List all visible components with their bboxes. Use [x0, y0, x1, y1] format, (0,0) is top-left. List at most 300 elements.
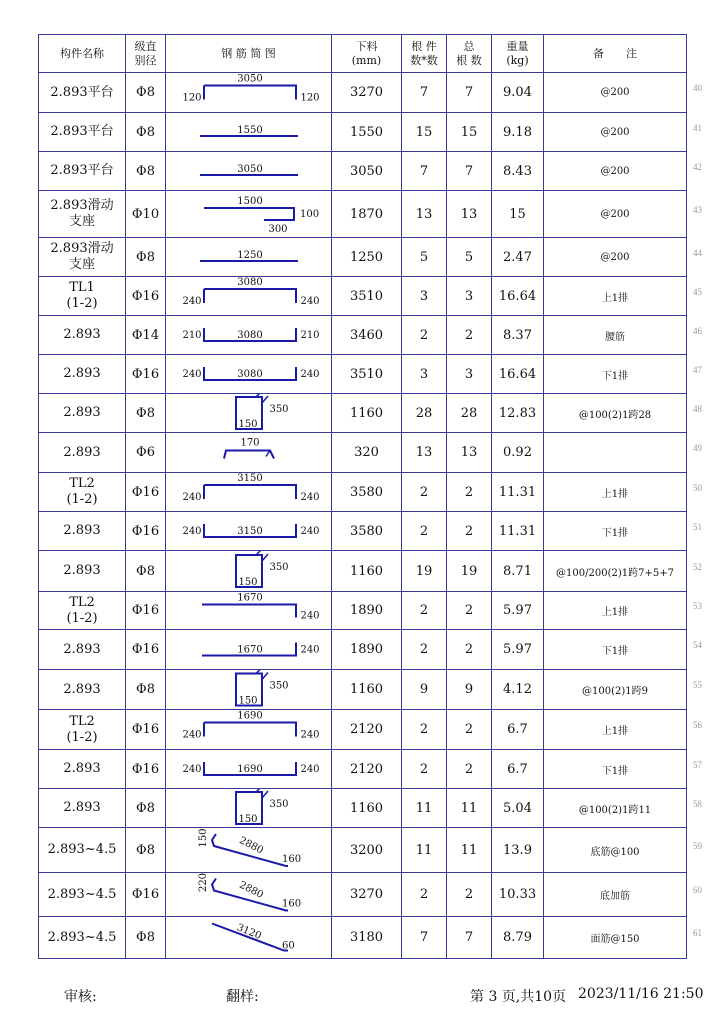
cut-length-cell: 1160: [332, 394, 402, 433]
table-row: [39, 191, 687, 238]
table-row: [39, 152, 687, 191]
hook-label-bottom: 300: [268, 224, 288, 235]
cut-length-cell: 3510: [332, 277, 402, 316]
header-name: 构件名称: [39, 35, 126, 73]
stirrup-width-label: 150: [238, 419, 258, 430]
shape-cell: [166, 828, 332, 873]
length-label: 3080: [237, 330, 263, 341]
weight-cell: 5.04: [492, 789, 544, 828]
rebar-diagram: [166, 789, 332, 827]
rebar-diagram: [166, 473, 332, 511]
count-cell: 3: [402, 277, 447, 316]
hook-label-right: 160: [282, 854, 302, 865]
note-cell: 腰筋: [544, 316, 687, 355]
weight-cell: 11.31: [492, 512, 544, 551]
shape-cell: [166, 73, 332, 113]
rebar-grade-cell: Φ8: [126, 789, 166, 828]
hook-label-left: 120: [182, 92, 202, 104]
note-cell: 下1排: [544, 630, 687, 670]
shape-cell: [166, 316, 332, 355]
hook-label-left: 210: [182, 330, 202, 341]
part-name-cell: TL1 (1-2): [39, 277, 126, 316]
table-row: [39, 551, 687, 592]
shape-cell: [166, 512, 332, 551]
weight-cell: 4.12: [492, 670, 544, 710]
rebar-diagram: [166, 917, 332, 958]
rebar-diagram: [166, 191, 332, 237]
weight-cell: 8.43: [492, 152, 544, 191]
cut-length-cell: 320: [332, 433, 402, 473]
table-row: [39, 316, 687, 355]
count-cell: 9: [402, 670, 447, 710]
rebar-grade-cell: Φ8: [126, 238, 166, 277]
hook-label-left: 240: [182, 492, 202, 503]
length-label: 1670: [237, 592, 263, 604]
note-cell: 下1排: [544, 750, 687, 789]
count-cell: 28: [402, 394, 447, 433]
rebar-diagram: [166, 238, 332, 276]
count-cell: 15: [402, 113, 447, 152]
total-count-cell: 3: [447, 355, 492, 394]
part-name-cell: TL2 (1-2): [39, 473, 126, 512]
note-cell: 面筋@150: [544, 917, 687, 959]
note-cell: @200: [544, 191, 687, 238]
note-cell: 底加筋: [544, 873, 687, 917]
length-label: 1690: [237, 764, 263, 775]
shape-cell: [166, 873, 332, 917]
table-body: [39, 73, 687, 959]
length-label: 3150: [237, 473, 263, 484]
note-cell: 上1排: [544, 592, 687, 630]
part-name-cell: 2.893: [39, 316, 126, 355]
part-name-cell: 2.893: [39, 630, 126, 670]
rebar-diagram: [166, 630, 332, 669]
table-row: [39, 394, 687, 433]
cut-length-cell: 2120: [332, 710, 402, 750]
rebar-grade-cell: Φ8: [126, 917, 166, 959]
total-count-cell: 2: [447, 512, 492, 551]
count-cell: 13: [402, 433, 447, 473]
table-row: [39, 277, 687, 316]
note-cell: @200: [544, 152, 687, 191]
shape-cell: [166, 113, 332, 152]
weight-cell: 9.04: [492, 73, 544, 113]
row-number: 45: [693, 286, 702, 297]
hook-label-right: 240: [300, 296, 320, 307]
rebar-grade-cell: Φ8: [126, 828, 166, 873]
header-shape: 钢 筋 简 图: [166, 35, 332, 73]
total-count-cell: 19: [447, 551, 492, 592]
print-datetime: 2023/11/16 21:50: [578, 986, 704, 1002]
hook-label-left: 240: [182, 526, 202, 537]
hook-label-right: 240: [300, 369, 320, 380]
shape-cell: [166, 670, 332, 710]
shape-cell: [166, 277, 332, 316]
shape-cell: [166, 355, 332, 394]
rebar-table: [38, 34, 687, 959]
rebar-grade-cell: Φ16: [126, 473, 166, 512]
rebar-shape: [204, 86, 296, 100]
rebar-diagram: [166, 670, 332, 709]
note-cell: @200: [544, 73, 687, 113]
total-count-cell: 2: [447, 630, 492, 670]
weight-cell: 15: [492, 191, 544, 238]
part-name-cell: 2.893平台: [39, 113, 126, 152]
row-number: 50: [693, 482, 702, 493]
part-name-cell: 2.893: [39, 670, 126, 710]
cut-length-cell: 1870: [332, 191, 402, 238]
rebar-diagram: [166, 710, 332, 749]
rebar-diagram: [166, 750, 332, 788]
table-row: [39, 238, 687, 277]
row-number: 53: [693, 601, 702, 611]
row-number: 58: [693, 798, 702, 809]
hook-label-right: 60: [282, 940, 295, 952]
note-cell: 上1排: [544, 277, 687, 316]
cut-length-cell: 1160: [332, 789, 402, 828]
hook-label-left: 240: [182, 729, 202, 741]
row-number: 43: [693, 204, 702, 215]
length-label: 1670: [237, 644, 263, 656]
cut-length-cell: 1160: [332, 551, 402, 592]
rebar-diagram: [166, 73, 332, 112]
total-count-cell: 2: [447, 710, 492, 750]
row-number: 59: [693, 840, 702, 851]
shape-cell: [166, 152, 332, 191]
count-cell: 3: [402, 355, 447, 394]
cut-length-cell: 3270: [332, 873, 402, 917]
weight-cell: 0.92: [492, 433, 544, 473]
rebar-diagram: [166, 592, 332, 629]
cut-length-cell: 3460: [332, 316, 402, 355]
hook-label-right: 240: [300, 492, 320, 503]
length-label: 3080: [237, 277, 263, 288]
cut-length-cell: 1160: [332, 670, 402, 710]
hook-label-right: 240: [300, 764, 320, 775]
row-number: 54: [693, 640, 702, 650]
cut-length-cell: 2120: [332, 750, 402, 789]
length-label: 170: [240, 437, 260, 449]
shape-cell: [166, 592, 332, 630]
rebar-grade-cell: Φ8: [126, 551, 166, 592]
row-number: 51: [693, 521, 702, 532]
count-cell: 7: [402, 917, 447, 959]
header-note: 备 注: [544, 35, 687, 73]
stirrup-width-label: 150: [238, 695, 258, 707]
total-count-cell: 3: [447, 277, 492, 316]
shape-cell: [166, 750, 332, 789]
note-cell: @100(2)1跨11: [544, 789, 687, 828]
hook-label-right: 210: [300, 330, 320, 341]
part-name-cell: 2.893~4.5: [39, 873, 126, 917]
table-row: [39, 710, 687, 750]
total-count-cell: 5: [447, 238, 492, 277]
total-count-cell: 2: [447, 750, 492, 789]
rebar-shape: [204, 723, 296, 737]
table-row: [39, 355, 687, 394]
total-count-cell: 11: [447, 789, 492, 828]
part-name-cell: 2.893~4.5: [39, 917, 126, 959]
hook-label-left: 240: [182, 296, 202, 307]
note-cell: @200: [544, 238, 687, 277]
rebar-grade-cell: Φ14: [126, 316, 166, 355]
shape-cell: [166, 394, 332, 433]
cut-length-cell: 1890: [332, 630, 402, 670]
cut-length-cell: 3580: [332, 512, 402, 551]
note-cell: 下1排: [544, 355, 687, 394]
hook-label-right: 100: [300, 209, 320, 220]
total-count-cell: 7: [447, 917, 492, 959]
page-footer: [0, 986, 724, 1006]
part-name-cell: TL2 (1-2): [39, 710, 126, 750]
row-number: 52: [693, 561, 702, 572]
cut-length-cell: 1550: [332, 113, 402, 152]
length-label: 1500: [237, 196, 263, 207]
shape-cell: [166, 433, 332, 473]
row-number: 57: [693, 759, 702, 770]
rebar-grade-cell: Φ8: [126, 73, 166, 113]
count-cell: 5: [402, 238, 447, 277]
shape-cell: [166, 551, 332, 592]
stirrup-height-label: 350: [269, 799, 289, 810]
part-name-cell: 2.893平台: [39, 152, 126, 191]
stirrup-height-label: 350: [269, 404, 289, 415]
count-cell: 7: [402, 73, 447, 113]
rebar-diagram: [166, 316, 332, 354]
rebar-grade-cell: Φ16: [126, 355, 166, 394]
rebar-grade-cell: Φ16: [126, 512, 166, 551]
part-name-cell: 2.893: [39, 789, 126, 828]
weight-cell: 16.64: [492, 355, 544, 394]
part-name-cell: 2.893滑动 支座: [39, 191, 126, 238]
row-number: 41: [693, 122, 702, 133]
table-row: [39, 512, 687, 551]
hook-label-left: 240: [182, 764, 202, 775]
note-cell: 底筋@100: [544, 828, 687, 873]
header-cut-length: 下料 (mm): [332, 35, 402, 73]
rebar-grade-cell: Φ8: [126, 152, 166, 191]
weight-cell: 9.18: [492, 113, 544, 152]
copy-label: 翻样:: [226, 989, 259, 1005]
part-name-cell: 2.893: [39, 355, 126, 394]
shape-cell: [166, 191, 332, 238]
length-label: 3050: [237, 73, 263, 85]
length-label: 3150: [237, 526, 263, 537]
row-number: 55: [693, 680, 702, 690]
rebar-diagram: [166, 394, 332, 432]
shape-cell: [166, 473, 332, 512]
total-count-cell: 28: [447, 394, 492, 433]
rebar-grade-cell: Φ6: [126, 433, 166, 473]
note-cell: @100/200(2)1跨7+5+7: [544, 551, 687, 592]
count-cell: 2: [402, 592, 447, 630]
table-row: [39, 789, 687, 828]
table-row: [39, 73, 687, 113]
rebar-grade-cell: Φ16: [126, 630, 166, 670]
rebar-shape: [204, 208, 294, 220]
rebar-diagram: [166, 355, 332, 393]
row-number: 46: [693, 325, 702, 336]
cut-length-cell: 1250: [332, 238, 402, 277]
part-name-cell: 2.893滑动 支座: [39, 238, 126, 277]
rebar-grade-cell: Φ16: [126, 592, 166, 630]
length-label: 1250: [237, 250, 263, 261]
weight-cell: 10.33: [492, 873, 544, 917]
note-cell: 下1排: [544, 512, 687, 551]
count-cell: 2: [402, 316, 447, 355]
rebar-grade-cell: Φ16: [126, 750, 166, 789]
total-count-cell: 13: [447, 433, 492, 473]
weight-cell: 5.97: [492, 630, 544, 670]
rebar-diagram: [166, 277, 332, 315]
hook-label-left: 220: [198, 873, 209, 893]
shape-cell: [166, 238, 332, 277]
rebar-grade-cell: Φ16: [126, 710, 166, 750]
hook-label-left: 150: [198, 828, 209, 848]
shape-cell: [166, 917, 332, 959]
page-number: 第 3 页,共10页: [470, 989, 567, 1005]
table-row: [39, 113, 687, 152]
table-row: [39, 473, 687, 512]
rebar-diagram: [166, 433, 332, 472]
count-cell: 7: [402, 152, 447, 191]
row-number: 47: [693, 364, 702, 375]
cut-length-cell: 3510: [332, 355, 402, 394]
rebar-diagram: [166, 828, 332, 872]
total-count-cell: 13: [447, 191, 492, 238]
weight-cell: 11.31: [492, 473, 544, 512]
table-row: [39, 433, 687, 473]
total-count-cell: 7: [447, 152, 492, 191]
table-row: [39, 873, 687, 917]
rebar-diagram: [166, 512, 332, 550]
length-label: 2880: [237, 879, 265, 901]
count-cell: 11: [402, 828, 447, 873]
cut-length-cell: 3180: [332, 917, 402, 959]
length-label: 3120: [235, 922, 263, 943]
total-count-cell: 2: [447, 316, 492, 355]
part-name-cell: 2.893: [39, 750, 126, 789]
rebar-grade-cell: Φ8: [126, 394, 166, 433]
table-row: [39, 828, 687, 873]
rebar-grade-cell: Φ8: [126, 113, 166, 152]
header-count: 根 件 数*数: [402, 35, 447, 73]
header-row: [39, 35, 687, 73]
weight-cell: 2.47: [492, 238, 544, 277]
stirrup-height-label: 350: [269, 562, 289, 573]
count-cell: 2: [402, 750, 447, 789]
weight-cell: 13.9: [492, 828, 544, 873]
length-label: 1550: [237, 125, 263, 136]
weight-cell: 5.97: [492, 592, 544, 630]
hook-label-right: 240: [300, 610, 320, 622]
total-count-cell: 15: [447, 113, 492, 152]
row-number: 49: [693, 443, 702, 453]
count-cell: 19: [402, 551, 447, 592]
note-cell: @100(2)1跨28: [544, 394, 687, 433]
hook-label-right: 120: [300, 92, 320, 104]
rebar-diagram: [166, 113, 332, 151]
stirrup-width-label: 150: [238, 814, 258, 825]
length-label: 2880: [237, 835, 265, 857]
shape-cell: [166, 710, 332, 750]
row-number: 40: [693, 83, 702, 93]
weight-cell: 8.37: [492, 316, 544, 355]
cut-length-cell: 1890: [332, 592, 402, 630]
rebar-schedule: [38, 34, 686, 959]
header-weight: 重量 (kg): [492, 35, 544, 73]
header-total: 总 根 数: [447, 35, 492, 73]
count-cell: 2: [402, 473, 447, 512]
rebar-diagram: [166, 551, 332, 591]
hook-label-right: 240: [300, 729, 320, 741]
hook-label-left: 240: [182, 369, 202, 380]
total-count-cell: 7: [447, 73, 492, 113]
table-row: [39, 670, 687, 710]
table-row: [39, 630, 687, 670]
count-cell: 2: [402, 512, 447, 551]
rebar-grade-cell: Φ16: [126, 873, 166, 917]
header-grade: 级直 别径: [126, 35, 166, 73]
length-label: 3080: [237, 369, 263, 380]
part-name-cell: 2.893: [39, 551, 126, 592]
shape-cell: [166, 789, 332, 828]
review-label: 审核:: [64, 989, 97, 1005]
rebar-grade-cell: Φ8: [126, 670, 166, 710]
table-row: [39, 917, 687, 959]
hook-label-right: 240: [300, 644, 320, 656]
weight-cell: 8.79: [492, 917, 544, 959]
rebar-shape: [204, 289, 296, 303]
note-cell: [544, 433, 687, 473]
stirrup-width-label: 150: [238, 577, 258, 588]
rebar-grade-cell: Φ10: [126, 191, 166, 238]
part-name-cell: 2.893平台: [39, 73, 126, 113]
cut-length-cell: 3580: [332, 473, 402, 512]
total-count-cell: 2: [447, 592, 492, 630]
rebar-shape: [202, 605, 296, 618]
row-number: 61: [693, 928, 702, 938]
cut-length-cell: 3200: [332, 828, 402, 873]
row-number: 48: [693, 403, 702, 414]
row-number: 56: [693, 720, 702, 730]
cut-length-cell: 3050: [332, 152, 402, 191]
rebar-diagram: [166, 873, 332, 916]
weight-cell: 12.83: [492, 394, 544, 433]
rebar-shape: [204, 485, 296, 499]
length-label: 3050: [237, 164, 263, 175]
part-name-cell: 2.893~4.5: [39, 828, 126, 873]
length-label: 1690: [237, 710, 263, 722]
shape-cell: [166, 630, 332, 670]
table-row: [39, 592, 687, 630]
part-name-cell: 2.893: [39, 512, 126, 551]
row-number: 42: [693, 161, 702, 172]
weight-cell: 8.71: [492, 551, 544, 592]
rebar-grade-cell: Φ16: [126, 277, 166, 316]
count-cell: 2: [402, 873, 447, 917]
note-cell: 上1排: [544, 473, 687, 512]
row-number: 60: [693, 885, 702, 895]
total-count-cell: 11: [447, 828, 492, 873]
count-cell: 2: [402, 630, 447, 670]
cut-length-cell: 3270: [332, 73, 402, 113]
total-count-cell: 2: [447, 473, 492, 512]
note-cell: 上1排: [544, 710, 687, 750]
count-cell: 11: [402, 789, 447, 828]
part-name-cell: 2.893: [39, 394, 126, 433]
rebar-diagram: [166, 152, 332, 190]
